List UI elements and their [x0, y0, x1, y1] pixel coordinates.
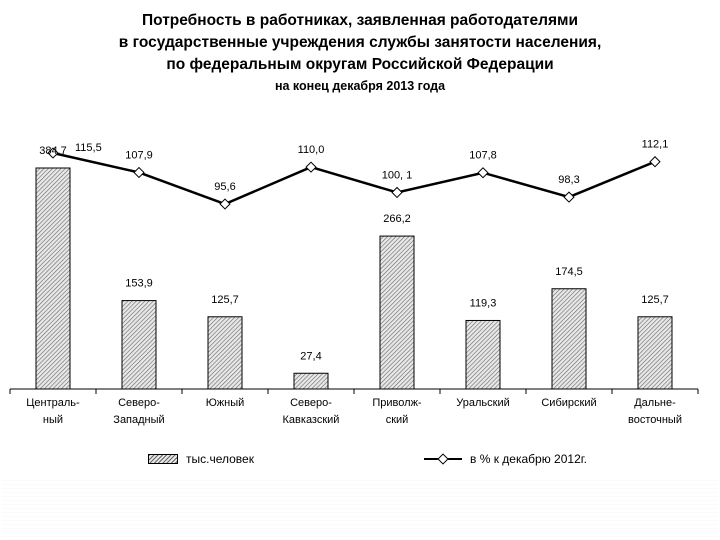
category-label: Уральский	[456, 397, 510, 409]
bar-value-label: 119,3	[469, 297, 497, 310]
legend-line-label: в % к декабрю 2012г.	[470, 452, 587, 466]
line-value-label: 100, 1	[381, 169, 413, 182]
category-label: ный	[42, 414, 64, 426]
category-label: Приволж-	[372, 397, 422, 409]
title-line-2: в государственные учреждения службы занятости населения,	[118, 34, 602, 51]
bar	[638, 317, 672, 389]
bar-value-label: 266,2	[383, 213, 411, 226]
line-value-label: 95,6	[214, 181, 236, 193]
category-label: восточный	[628, 414, 682, 426]
bar	[380, 236, 414, 389]
bar	[466, 320, 500, 389]
category-label: Северо-	[290, 397, 332, 409]
line-marker	[306, 162, 316, 172]
line-value-label: 110,0	[297, 144, 325, 157]
chart-subtitle: на конец декабря 2013 года	[274, 79, 446, 93]
legend-item-bars	[148, 452, 254, 466]
legend-bar-label: тыс.человек	[186, 452, 254, 466]
bar-value-label: 125,7	[641, 293, 669, 306]
legend-line-swatch	[424, 453, 462, 465]
bar	[552, 289, 586, 389]
bar	[36, 168, 70, 389]
category-label: ский	[385, 414, 409, 426]
line-marker	[392, 188, 402, 198]
bar	[294, 373, 328, 389]
bar-value-label: 174,5	[555, 265, 583, 278]
category-label: Западный	[113, 414, 165, 426]
legend-bar-swatch	[148, 454, 178, 464]
line-marker	[134, 168, 144, 178]
line-value-label: 112,1	[641, 138, 669, 151]
line-marker	[564, 192, 574, 202]
line-value-label: 107,9	[125, 149, 153, 162]
bar-value-label: 384,7	[39, 145, 67, 157]
line-value-label: 98,3	[558, 174, 580, 187]
category-label: Дальне-	[634, 397, 676, 409]
category-label: Южный	[205, 397, 245, 409]
bar-value-label: 125,7	[211, 293, 239, 306]
category-label: Северо-	[118, 397, 160, 409]
line-value-label: 115,5	[75, 142, 102, 154]
legend-item-line	[424, 452, 587, 466]
chart-legend	[0, 452, 720, 470]
title-line-1: Потребность в работниках, заявленная работодателями	[141, 12, 578, 29]
category-label: Кавказский	[282, 414, 340, 426]
line-value-label: 107,8	[469, 149, 497, 162]
category-label: Сибирский	[541, 397, 597, 409]
line-marker	[220, 199, 230, 209]
line-marker	[478, 168, 488, 178]
bar-value-label: 153,9	[125, 277, 153, 290]
title-line-3: по федеральным округам Российской Федерации	[166, 56, 554, 73]
bar-value-label: 27,4	[300, 350, 322, 363]
category-label: Централь-	[26, 397, 80, 409]
bar	[208, 317, 242, 389]
line-marker	[650, 157, 660, 167]
bar	[122, 301, 156, 389]
